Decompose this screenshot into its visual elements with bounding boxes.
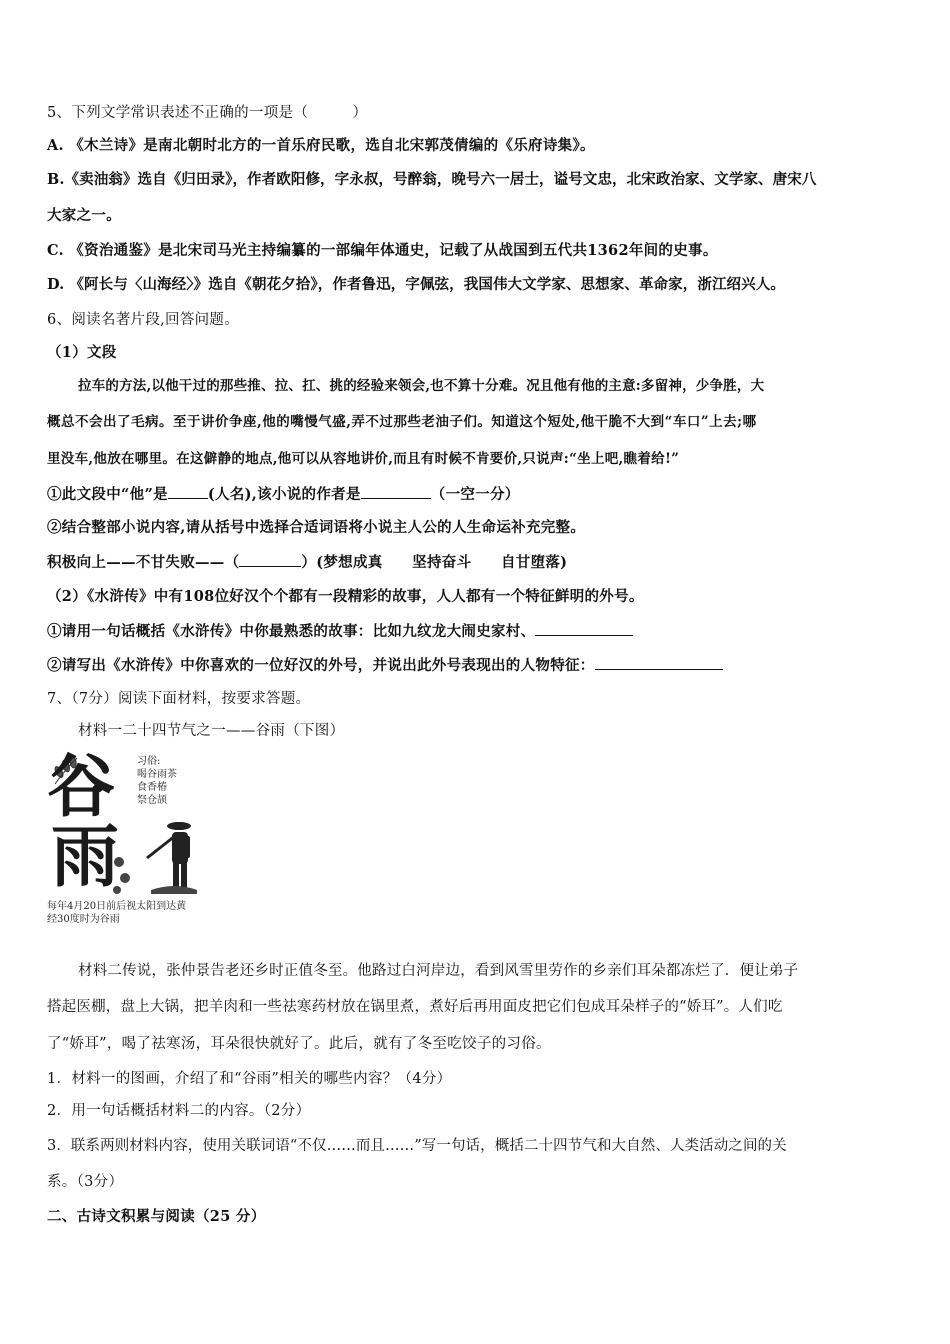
q5-option-d: D. 《阿长与〈山海经〉》选自《朝花夕拾》，作者鲁迅，字佩弦，我国伟大文学家、思想家、革命家，浙江绍兴人。 (47, 276, 785, 293)
section2-heading: 二、古诗文积累与阅读（25 分） (47, 1208, 266, 1225)
answer-blank-fate[interactable] (239, 552, 301, 567)
q6-sub2: ②结合整部小说内容,请从括号中选择合适词语将小说主人公的人生命运补充完整。 (47, 519, 586, 536)
answer-blank-nickname[interactable] (595, 655, 723, 670)
q6-sub1-text-b: (人名),该小说的作者是 (207, 486, 361, 503)
q6-passage-line2: 概总不会出了毛病。至于讲价争座,他的嘴慢气盛,弄不过那些老油子们。知道这个短处,他干脆不大到“车口”上去;哪 (47, 414, 757, 430)
guyu-footer-line2: 经30度时为谷雨 (47, 914, 120, 925)
custom-item-3: 祭仓颉 (137, 795, 167, 806)
customs-title: 习俗: (137, 756, 161, 767)
farmer-figure-icon (147, 822, 197, 894)
q7-material2-line1: 材料二传说，张仲景告老还乡时正值冬至。他路过白河岸边，看到风雪里劳作的乡亲们耳朵都冻烂了．便让弟子 (78, 963, 799, 979)
q7-subquestion-3-line2: 系。（3分） (47, 1174, 124, 1190)
q7-subquestion-1: 1．材料一的图画，介绍了和“谷雨”相关的哪些内容？（4分） (47, 1071, 452, 1087)
answer-blank-story[interactable] (535, 621, 633, 636)
q5-option-b-line1: B.《卖油翁》选自《归田录》，作者欧阳修，字永叔，号醉翁，晚号六一居士，谥号文忠，北宋政治家、文学家、唐宋八 (47, 171, 817, 188)
q6-passage-line1: 拉车的方法,以他干过的那些推、拉、扛、挑的经验来领会,也不算十分难。况且他有他的主意:多留神，少争胜，大 (78, 378, 765, 394)
q6-chain-text-a: 积极向上——不甘失败——（ (47, 554, 240, 571)
q5-option-c: C. 《资治通鉴》是北宋司马光主持编纂的一部编年体通史，记载了从战国到五代共1362年间的史事。 (47, 242, 718, 259)
q6-chain-text-b: ）(梦想成真 坚持奋斗 自甘堕落) (301, 554, 568, 571)
q6-part2-sub1-text: ①请用一句话概括《水浒传》中你最熟悉的故事：比如九纹龙大闹史家村、 (47, 623, 536, 640)
custom-item-1: 喝谷雨茶 (137, 769, 177, 780)
q6-sub1-text-c: （一空一分） (430, 486, 520, 503)
answer-blank-name[interactable] (168, 484, 208, 499)
q6-part2-sub2-line (47, 655, 723, 676)
q7-material2-line3: 了“娇耳”，喝了祛寒汤，耳朵很快就好了。此后，就有了冬至吃饺子的习俗。 (47, 1036, 551, 1052)
q7-material1-caption: 材料一二十四节气之一——谷雨（下图） (78, 723, 345, 739)
q6-part2-sub1-line (47, 621, 633, 642)
q6-part1-title: （1）文段 (47, 344, 117, 361)
q7-subquestion-2: 2．用一句话概括材料二的内容。（2分） (47, 1103, 311, 1119)
guyu-illustration (47, 747, 207, 930)
q6-part2-title: （2）《水浒传》中有108位好汉个个都有一段精彩的故事，人人都有一个特征鲜明的外号。 (47, 588, 644, 605)
q5-option-b-line2: 大家之一。 (47, 207, 121, 224)
q6-stem: 6、阅读名著片段,回答问题。 (47, 312, 240, 328)
guyu-big-char-1: 谷 (47, 747, 116, 827)
q5-option-a: A. 《木兰诗》是南北朝时北方的一首乐府民歌，选自北宋郭茂倩编的《乐府诗集》。 (47, 137, 595, 154)
q7-material2-line2: 搭起医棚，盘上大锅，把羊肉和一些祛寒药材放在锅里煮，煮好后再用面皮把它们包成耳朵样子的“娇耳”。人们吃 (47, 999, 783, 1015)
q7-subquestion-3-line1: 3．联系两则材料内容，使用关联词语“不仅……而且……”写一句话，概括二十四节气和大自然、人类活动之间的关 (47, 1138, 787, 1154)
q5-stem: 5、下列文学常识表述不正确的一项是（ ） (47, 105, 368, 121)
q6-sub1-line (47, 484, 520, 505)
q6-sub1-text-a: ①此文段中“他”是 (47, 486, 168, 503)
guyu-big-char-2: 雨 (51, 817, 120, 897)
q6-passage-line3: 里没车,他放在哪里。在这僻静的地点,他可以从容地讲价,而且有时候不肯要价,只说声:“坐上吧,瞧着给!” (47, 451, 680, 467)
q7-stem: 7、（7分）阅读下面材料，按要求答题。 (47, 691, 311, 707)
custom-item-2: 食香椿 (137, 782, 167, 793)
answer-blank-author[interactable] (361, 484, 431, 499)
guyu-footer-line1: 每年4月20日前后视太阳到达黄 (47, 901, 187, 912)
q6-part2-sub2-text: ②请写出《水浒传》中你喜欢的一位好汉的外号，并说出此外号表现出的人物特征： (47, 657, 595, 674)
q6-chain-line (47, 552, 567, 573)
